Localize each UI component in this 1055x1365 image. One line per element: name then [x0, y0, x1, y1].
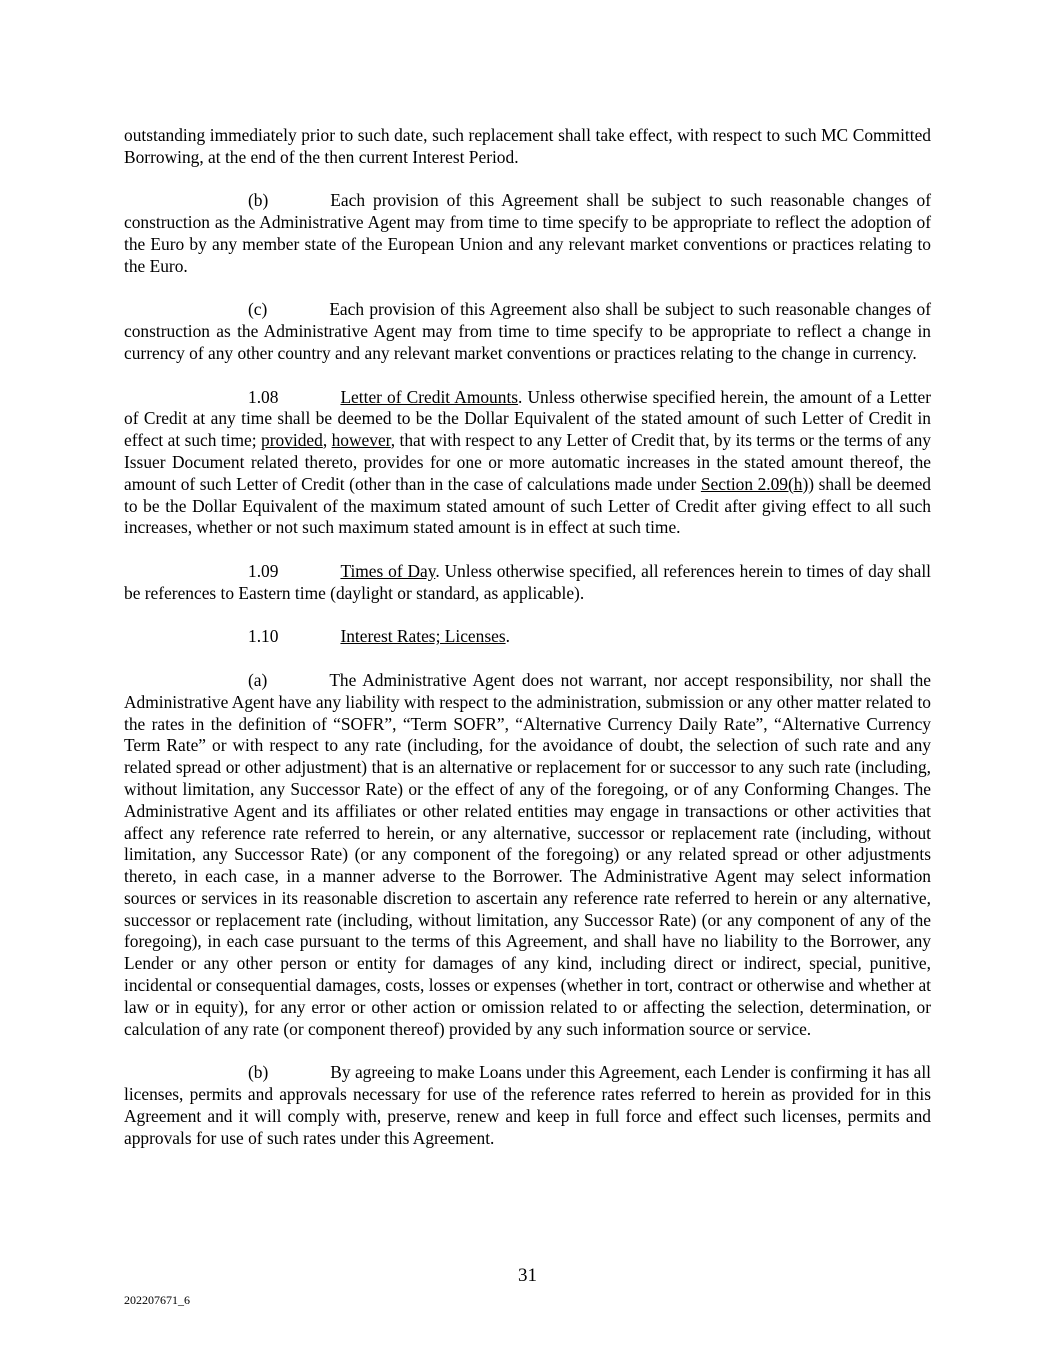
section-text: , that with respect to any Letter of Credit that, by its terms or the terms of any Issuer Document related thereto, provides for one or more automatic increases in the stated amount thereof, the amount of such Letter of Credit (other than in the case of calculations made under	[124, 430, 931, 494]
section-heading: Interest Rates; Licenses	[340, 626, 506, 647]
section-text: . Unless otherwise specified, all references herein to times of day shall be references to Eastern time (daylight or standard, as applicable).	[124, 560, 931, 603]
paragraph-text: By agreeing to make Loans under this Agreement, each Lender is confirming it has all licenses, permits and approvals necessary for use of the reference rates referred to herein as provided for in this Agreement and it will comply with, preserve, renew and keep in full force and effect such licenses, permits and approvals for use of such rates under this Agreement.	[124, 1062, 931, 1148]
section-1-09	[124, 561, 931, 605]
section-number: 1.09	[248, 560, 279, 581]
clause-marker: (b)	[248, 190, 269, 211]
section-text: .	[505, 626, 510, 647]
however-term: however	[331, 430, 391, 451]
paragraph-text: outstanding immediately prior to such date, such replacement shall take effect, with respect to such MC Committed Borrowing, at the end of the then current Interest Period.	[124, 125, 931, 167]
paragraph-c-currency	[124, 299, 931, 364]
paragraph-continuation	[124, 125, 931, 169]
section-heading: Times of Day	[340, 560, 436, 581]
section-number: 1.10	[248, 626, 279, 647]
clause-marker: (a)	[248, 669, 268, 690]
section-1-10	[124, 626, 931, 648]
paragraph-text: The Administrative Agent does not warrant, nor accept responsibility, nor shall the Administrative Agent have any liability with respect to the administration, submission or any other matter related to the rates in the definition of “SOFR”, “Term SOFR”, “Alternative Currency Daily Rate”, “Alternative Currency Term Rate” or with respect to any rate (including, for the avoidance of doubt, the selection of such rate and any related spread or other adjustment) that is an alternative or replacement for or successor to any such rate (including, without limitation, any Successor Rate) or the effect of any of the foregoing, or of any Conforming Changes. The Administrative Agent and its affiliates or other related entities may engage in transactions or other activities that affect any reference rate referred to herein, or any alternative, successor or replacement rate (including, without limitation, any Successor Rate) (or any component of the foregoing) or any related spread or other adjustments thereto, in each case, in a manner adverse to the Borrower. The Administrative Agent may select information sources or services in its reasonable discretion to ascertain any reference rate referred to herein or any alternative, successor or replacement rate (including, without limitation, any Successor Rate) (or any component of any of the foregoing), in each case pursuant to the terms of this Agreement, and shall have no liability to the Borrower, any Lender or any other person or entity for damages of any kind, including direct or indirect, special, punitive, incidental or consequential damages, costs, losses or expenses (whether in tort, contract or otherwise and whether at law or in equity), for any error or other action or omission related to or affecting the selection, determination, or calculation of any rate (or component thereof) provided by any such information source or service.	[124, 669, 931, 1039]
paragraph-1-10-b	[124, 1062, 931, 1149]
section-text: . Unless otherwise specified herein, the amount of a Letter of Credit at any time shall be deemed to be the Dollar Equivalent of the stated amount of such Letter of Credit in effect at such time;	[124, 386, 932, 451]
body-text	[124, 125, 931, 1171]
clause-marker: (b)	[248, 1062, 269, 1083]
paragraph-1-10-a	[124, 670, 931, 1041]
paragraph-b-euro	[124, 190, 931, 277]
document-id: 202207671_6	[124, 1293, 190, 1307]
section-text: ,	[322, 430, 332, 451]
section-reference-link: Section 2.09(h)	[700, 473, 809, 494]
section-number: 1.08	[248, 386, 279, 407]
clause-marker: (c)	[248, 299, 268, 320]
section-1-08	[124, 387, 931, 540]
paragraph-text: Each provision of this Agreement shall be subject to such reasonable changes of construction as the Administrative Agent may from time to time specify to be appropriate to reflect the adoption of the Euro by any member state of the European Union and any relevant market conventions or practices relating to the Euro.	[124, 190, 931, 276]
paragraph-text: Each provision of this Agreement also shall be subject to such reasonable changes of construction as the Administrative Agent may from time to time specify to be appropriate to reflect a change in currency of any other country and any relevant market conventions or practices relating to the change in currency.	[124, 299, 931, 363]
provided-term: provided	[261, 430, 323, 451]
section-text: ) shall be deemed to be the Dollar Equivalent of the maximum stated amount of such Letter of Credit after giving effect to all such increases, whether or not such maximum stated amount is in effect at such time.	[124, 473, 931, 538]
page-number: 31	[518, 1265, 537, 1286]
section-heading: Letter of Credit Amounts	[340, 386, 519, 407]
